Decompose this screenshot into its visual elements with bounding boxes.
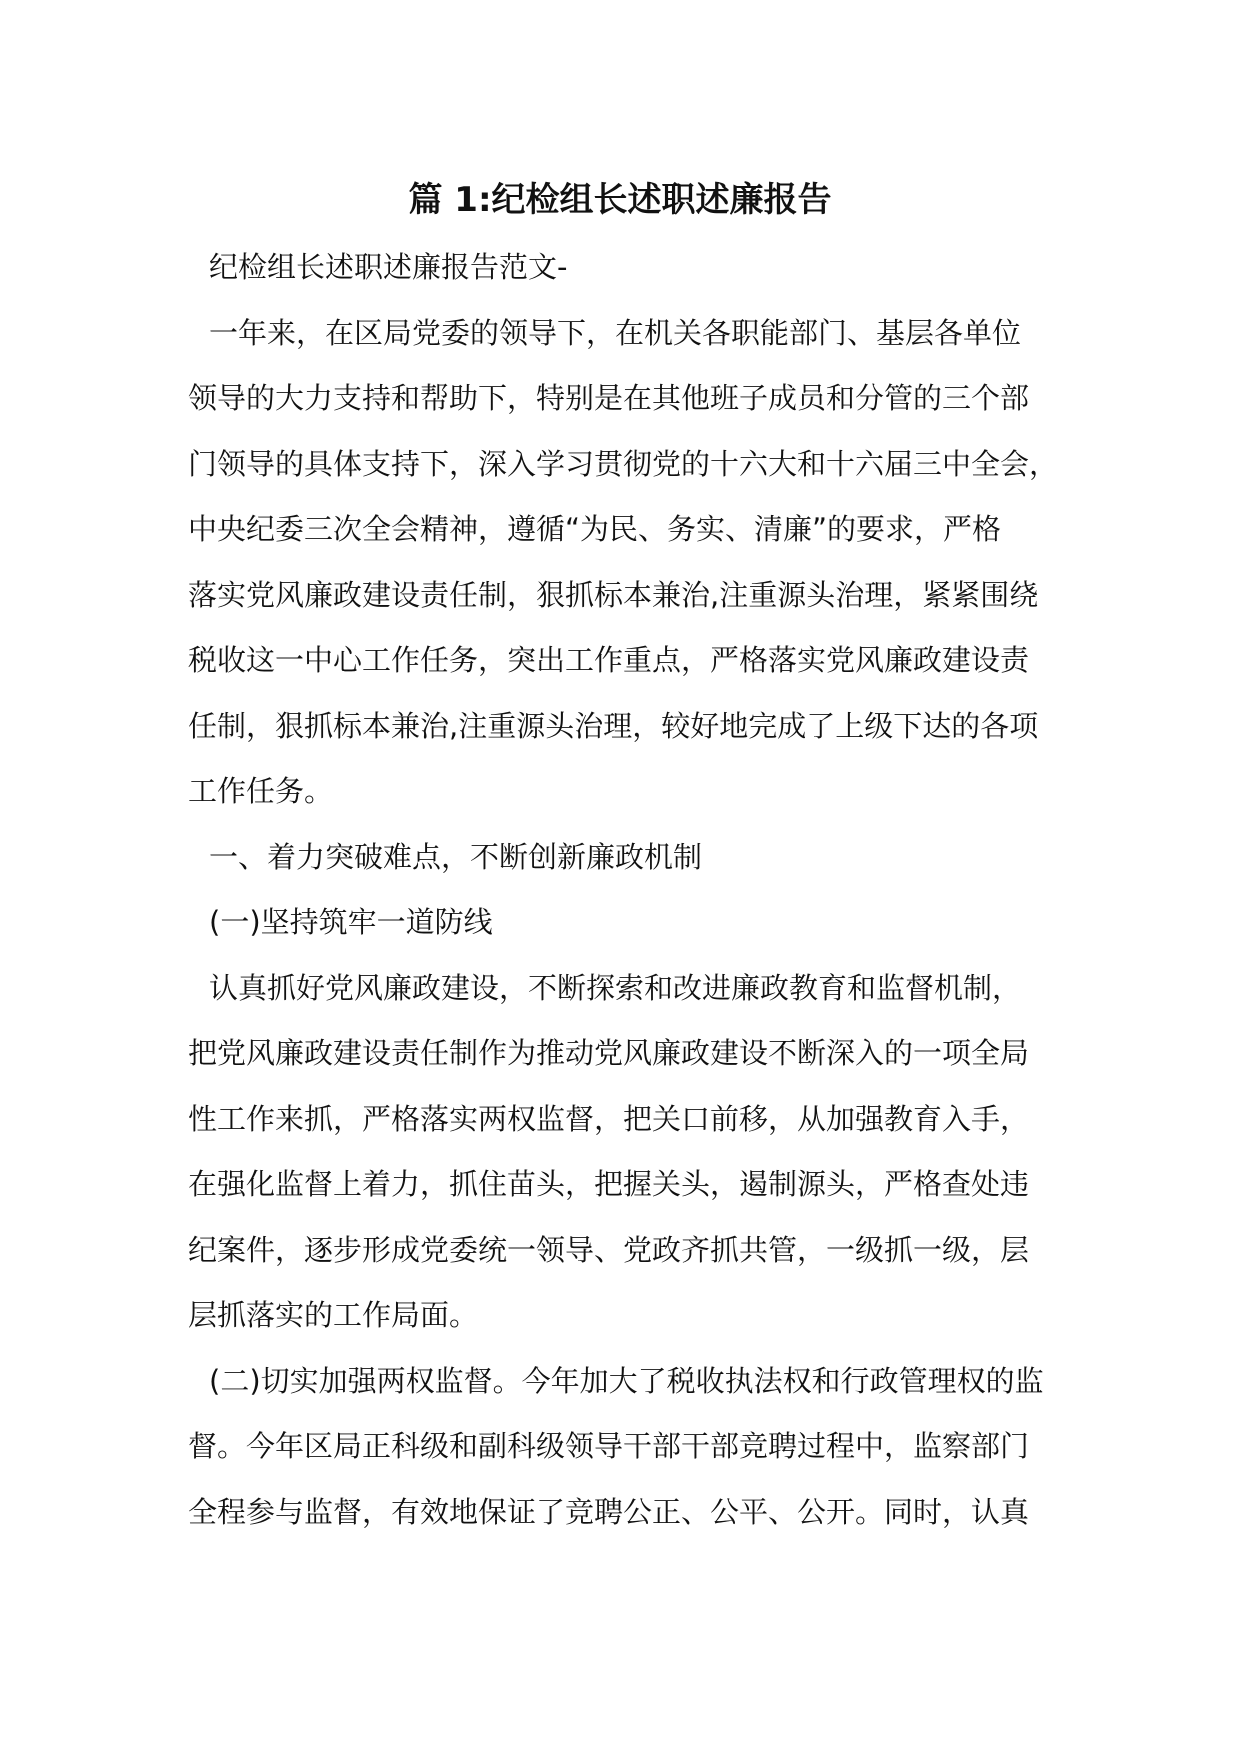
paragraph — [188, 956, 1068, 1349]
text-line: 全程参与监督，有效地保证了竞聘公正、公平、公开。同时，认真 — [188, 1494, 1030, 1529]
text-line: 工作任务。 — [188, 774, 334, 808]
text-line: 纪检组长述职述廉报告范文- — [209, 250, 568, 284]
text-line: 中央纪委三次全会精神，遵循“为民、务实、清廉”的要求，严格 — [188, 512, 1002, 546]
document-title: 篇 1:纪检组长述职述廉报告 — [408, 180, 832, 220]
paragraph — [188, 890, 1068, 956]
paragraph — [188, 1349, 1068, 1546]
text-line: 一年来，在区局党委的领导下，在机关各职能部门、基层各单位 — [209, 315, 1022, 350]
document-body — [188, 235, 1068, 1545]
text-line: (二)切实加强两权监督。今年加大了税收执法权和行政管理权的监 — [209, 1363, 1044, 1398]
text-line: 性工作来抓，严格落实两权监督，把关口前移，从加强教育入手， — [188, 1101, 1030, 1136]
text-line: 领导的大力支持和帮助下，特别是在其他班子成员和分管的三个部 — [188, 381, 1030, 415]
text-line: 督。今年区局正科级和副科级领导干部干部竞聘过程中，监察部门 — [188, 1429, 1030, 1463]
text-line: 一、着力突破难点，不断创新廉政机制 — [209, 839, 703, 874]
paragraph — [188, 825, 1068, 891]
text-line: 在强化监督上着力，抓住苗头，把握关头，遏制源头，严格查处违 — [188, 1167, 1030, 1201]
text-line: 门领导的具体支持下，深入学习贯彻党的十六大和十六届三中全会， — [188, 446, 1059, 481]
text-line: 认真抓好党风廉政建设，不断探索和改进廉政教育和监督机制， — [209, 970, 1022, 1005]
text-line: 落实党风廉政建设责任制，狠抓标本兼治,注重源头治理，紧紧围绕 — [188, 577, 1039, 612]
paragraph — [188, 301, 1068, 825]
text-line: 把党风廉政建设责任制作为推动党风廉政建设不断深入的一项全局 — [188, 1036, 1030, 1070]
text-line: 税收这一中心工作任务，突出工作重点，严格落实党风廉政建设责 — [188, 643, 1030, 677]
text-line: (一)坚持筑牢一道防线 — [209, 905, 493, 939]
paragraph — [188, 235, 1068, 301]
text-line: 任制，狠抓标本兼治,注重源头治理，较好地完成了上级下达的各项 — [188, 708, 1039, 743]
text-line: 层抓落实的工作局面。 — [188, 1298, 479, 1332]
text-line: 纪案件，逐步形成党委统一领导、党政齐抓共管，一级抓一级，层 — [188, 1232, 1030, 1267]
